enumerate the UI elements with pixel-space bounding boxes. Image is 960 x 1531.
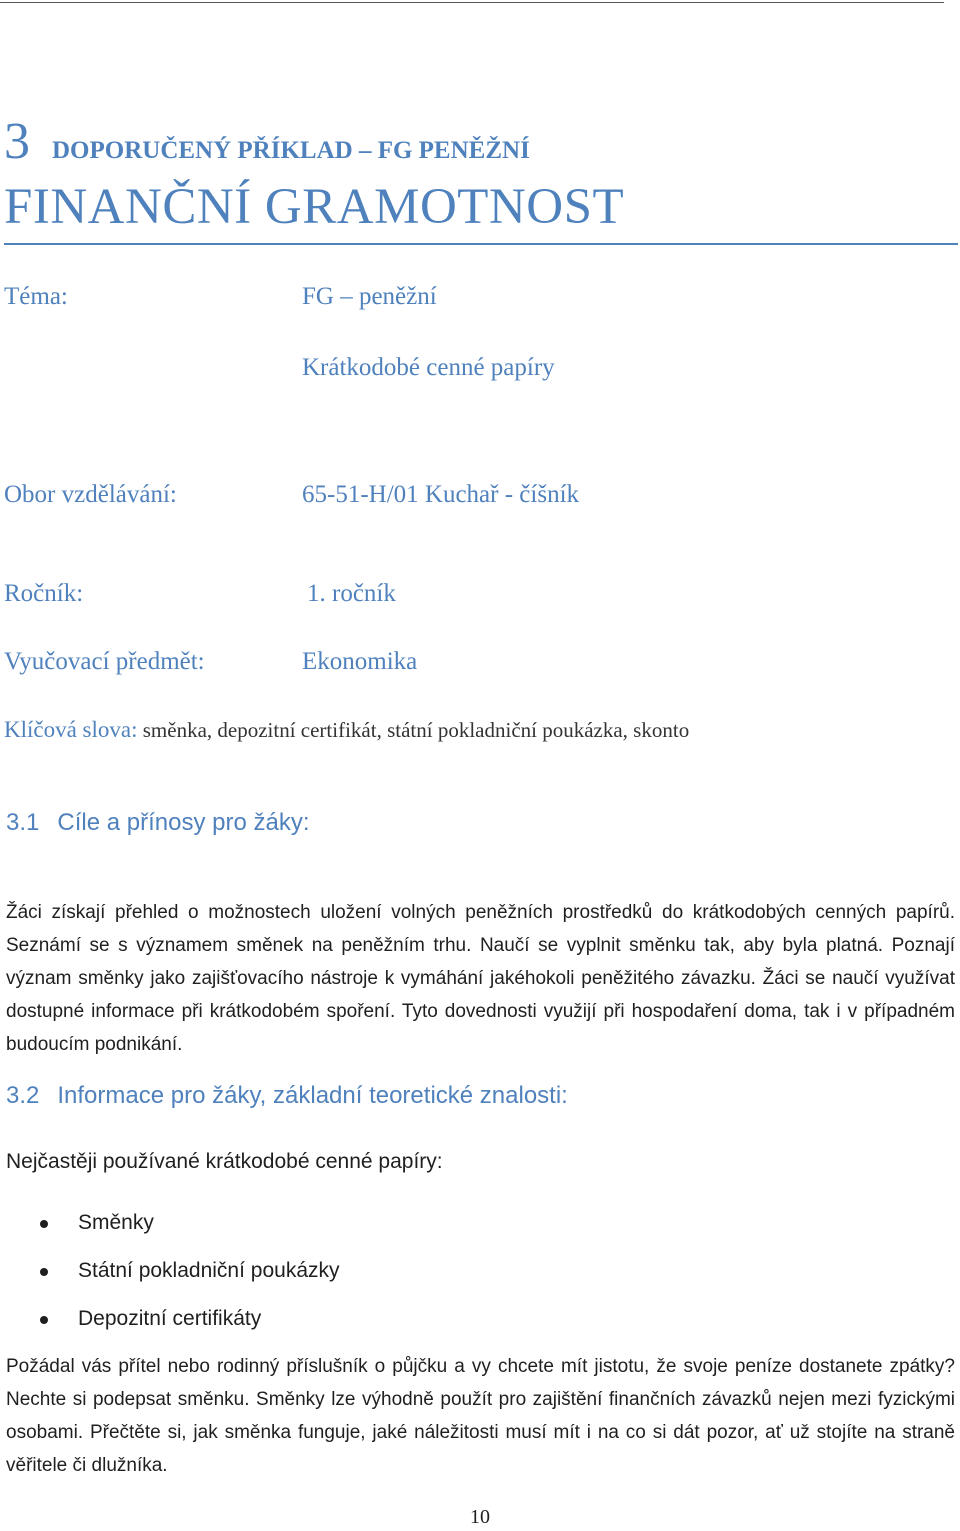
title-rule [4,243,958,245]
field-value: 65-51-H/01 Kuchař - číšník [302,481,580,508]
section-31-heading [6,809,309,837]
section-31-number: 3.1 [6,809,40,836]
section-32-lead: Nejčastěji používané krátkodobé cenné papíry: [6,1150,443,1173]
field-label: Obor vzdělávání: [4,481,177,508]
list-item-text: Státní pokladniční poukázky [78,1259,340,1282]
section-32-paragraph: Požádal vás přítel nebo rodinný příslušník o půjčku a vy chcete mít jistotu, že svoje peníze dostanete zpátky? Nechte si podepsat směnku. Směnky lze výhodně použít pro zajištění finančních závazků nejen mezi fyzickými osobami. Přečtěte si, jak směnka funguje, jaké náležitosti musí mít i na co si dát pozor, ať už stojíte na straně věřitele či dlužníka. [6,1356,955,1476]
section-31-title: Cíle a přínosy pro žáky: [57,809,310,836]
list-item-text: Směnky [78,1211,154,1234]
bullet-icon [40,1316,48,1324]
chapter-title: DOPORUČENÝ PŘÍKLAD – FG PENĚŽNÍ [52,137,530,164]
keywords-label: Klíčová slova: [4,717,138,742]
topic-value-1: FG – peněžní [302,283,437,310]
main-title: FINANČNÍ GRAMOTNOST [4,179,625,235]
year-label: Ročník: [4,580,84,607]
bullet-icon [40,1220,48,1228]
section-32-number: 3.2 [6,1082,40,1109]
topic-label: Téma: [4,283,68,310]
section-31-paragraph: Žáci získají přehled o možnostech uložení volných peněžních prostředků do krátkodobých cenných papírů. Seznámí se s významem směnek na peněžním trhu. Naučí se vyplnit směnku tak, aby byla platná. Poznají význam směnky jako zajišťovacího nástroje k vymáhání jakéhokoli peněžitého závazku. Žáci se naučí využívat dostupné informace při krátkodobém spoření. Tyto dovednosti využijí při hospodaření doma, tak i v případném budoucím podnikání. [6,902,955,1055]
subject-value: Ekonomika [302,648,418,675]
topic-value-2: Krátkodobé cenné papíry [302,354,555,381]
section-32-title: Informace pro žáky, základní teoretické znalosti: [57,1082,568,1109]
keywords-line [4,717,689,743]
keywords-value: směnka, depozitní certifikát, státní pokladniční poukázka, skonto [142,718,690,742]
subject-label: Vyučovací předmět: [4,648,205,675]
chapter-number: 3 [4,113,30,170]
top-rule [0,2,944,3]
bullet-icon [40,1268,48,1276]
page-number: 10 [470,1506,490,1528]
list-item-text: Depozitní certifikáty [78,1307,262,1330]
section-32-heading [6,1082,568,1110]
year-value: 1. ročník [307,580,396,607]
